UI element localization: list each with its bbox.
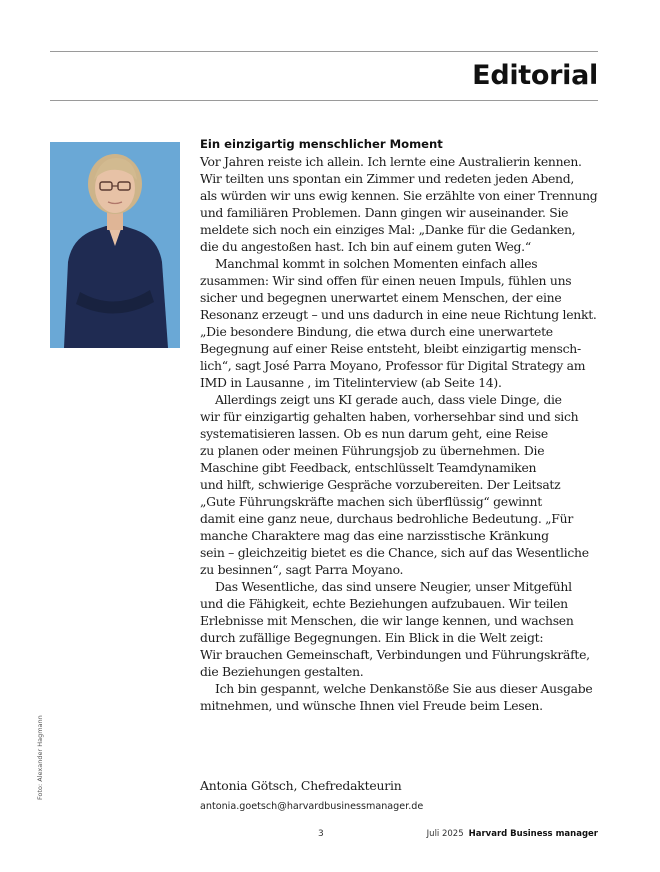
body-line: durch zufällige Begegnungen. Ein Blick in die Welt zeigt: — [200, 630, 544, 645]
body-line: Erlebnisse mit Menschen, die wir lange kennen, und wachsen — [200, 613, 574, 628]
section-title: Editorial — [472, 60, 598, 91]
body-line: die du angestoßen hast. Ich bin auf einem guten Weg.“ — [200, 239, 531, 254]
signature — [200, 777, 423, 813]
page-number: 3 — [318, 829, 324, 839]
body-line: zusammen: Wir sind offen für einen neuen Impuls, fühlen uns — [200, 273, 572, 288]
body-line: sein – gleichzeitig bietet es die Chance, sich auf das Wesentliche — [200, 545, 589, 560]
footer-issue-info — [427, 829, 598, 839]
body-line: und die Fähigkeit, echte Beziehungen aufzubauen. Wir teilen — [200, 596, 568, 611]
body-line: Begegnung auf einer Reise entsteht, bleibt einzigartig mensch- — [200, 341, 581, 356]
top-rule — [50, 51, 598, 52]
body-line: systematisieren lassen. Ob es nun darum geht, eine Reise — [200, 426, 548, 441]
body-line: wir für einzigartig gehalten haben, vorhersehbar sind und sich — [200, 409, 579, 424]
body-line: „Die besondere Bindung, die etwa durch eine unerwartete — [200, 324, 553, 339]
body-line: Ich bin gespannt, welche Denkanstöße Sie aus dieser Ausgabe — [215, 681, 593, 696]
author-photo — [50, 142, 180, 348]
body-line: als würden wir uns ewig kennen. Sie erzählte von einer Trennung — [200, 188, 598, 203]
body-line: und familiären Problemen. Dann gingen wir auseinander. Sie — [200, 205, 569, 220]
header-rule — [50, 100, 598, 101]
issue-date: Juli 2025 — [426, 829, 464, 839]
body-line: manche Charaktere mag das eine narzisstische Kränkung — [200, 528, 549, 543]
article-headline: Ein einzigartig menschlicher Moment — [200, 137, 443, 151]
body-line: meldete sich noch ein einziges Mal: „Danke für die Gedanken, — [200, 222, 576, 237]
body-line: zu planen oder meinen Führungsjob zu übernehmen. Die — [200, 443, 545, 458]
body-line: damit eine ganz neue, durchaus bedrohliche Bedeutung. „Für — [200, 511, 573, 526]
body-line: die Beziehungen gestalten. — [200, 664, 364, 679]
body-line: Wir brauchen Gemeinschaft, Verbindungen und Führungskräfte, — [200, 647, 590, 662]
author-name: Antonia Götsch, Chefredakteurin — [200, 778, 402, 793]
portrait-illustration — [50, 142, 180, 348]
body-line: Wir teilten uns spontan ein Zimmer und redeten jeden Abend, — [200, 171, 575, 186]
photo-credit: Foto: Alexander Hagmann — [36, 715, 44, 800]
body-line: zu besinnen“, sagt Parra Moyano. — [200, 562, 404, 577]
body-line: Das Wesentliche, das sind unsere Neugier, unser Mitgefühl — [215, 579, 572, 594]
body-line: IMD in Lausanne , im Titelinterview (ab Seite 14). — [200, 375, 502, 390]
body-line: sicher und begegnen unerwartet einem Menschen, der eine — [200, 290, 562, 305]
body-line: Maschine gibt Feedback, entschlüsselt Teamdynamiken — [200, 460, 537, 475]
magazine-name: Harvard Business manager — [468, 829, 598, 839]
body-line: lich“, sagt José Parra Moyano, Professor für Digital Strategy am — [200, 358, 586, 373]
author-email-link[interactable]: antonia.goetsch@harvardbusinessmanager.de — [200, 801, 424, 812]
article-body — [200, 153, 610, 714]
editorial-article — [200, 136, 610, 714]
body-line: mitnehmen, und wünsche Ihnen viel Freude beim Lesen. — [200, 698, 543, 713]
body-line: Allerdings zeigt uns KI gerade auch, dass viele Dinge, die — [215, 392, 562, 407]
body-line: Manchmal kommt in solchen Momenten einfach alles — [215, 256, 538, 271]
body-line: und hilft, schwierige Gespräche vorzubereiten. Der Leitsatz — [200, 477, 561, 492]
body-line: Vor Jahren reiste ich allein. Ich lernte eine Australierin kennen. — [200, 154, 582, 169]
body-line: „Gute Führungskräfte machen sich überflüssig“ gewinnt — [200, 494, 542, 509]
body-line: Resonanz erzeugt – und uns dadurch in eine neue Richtung lenkt. — [200, 307, 597, 322]
